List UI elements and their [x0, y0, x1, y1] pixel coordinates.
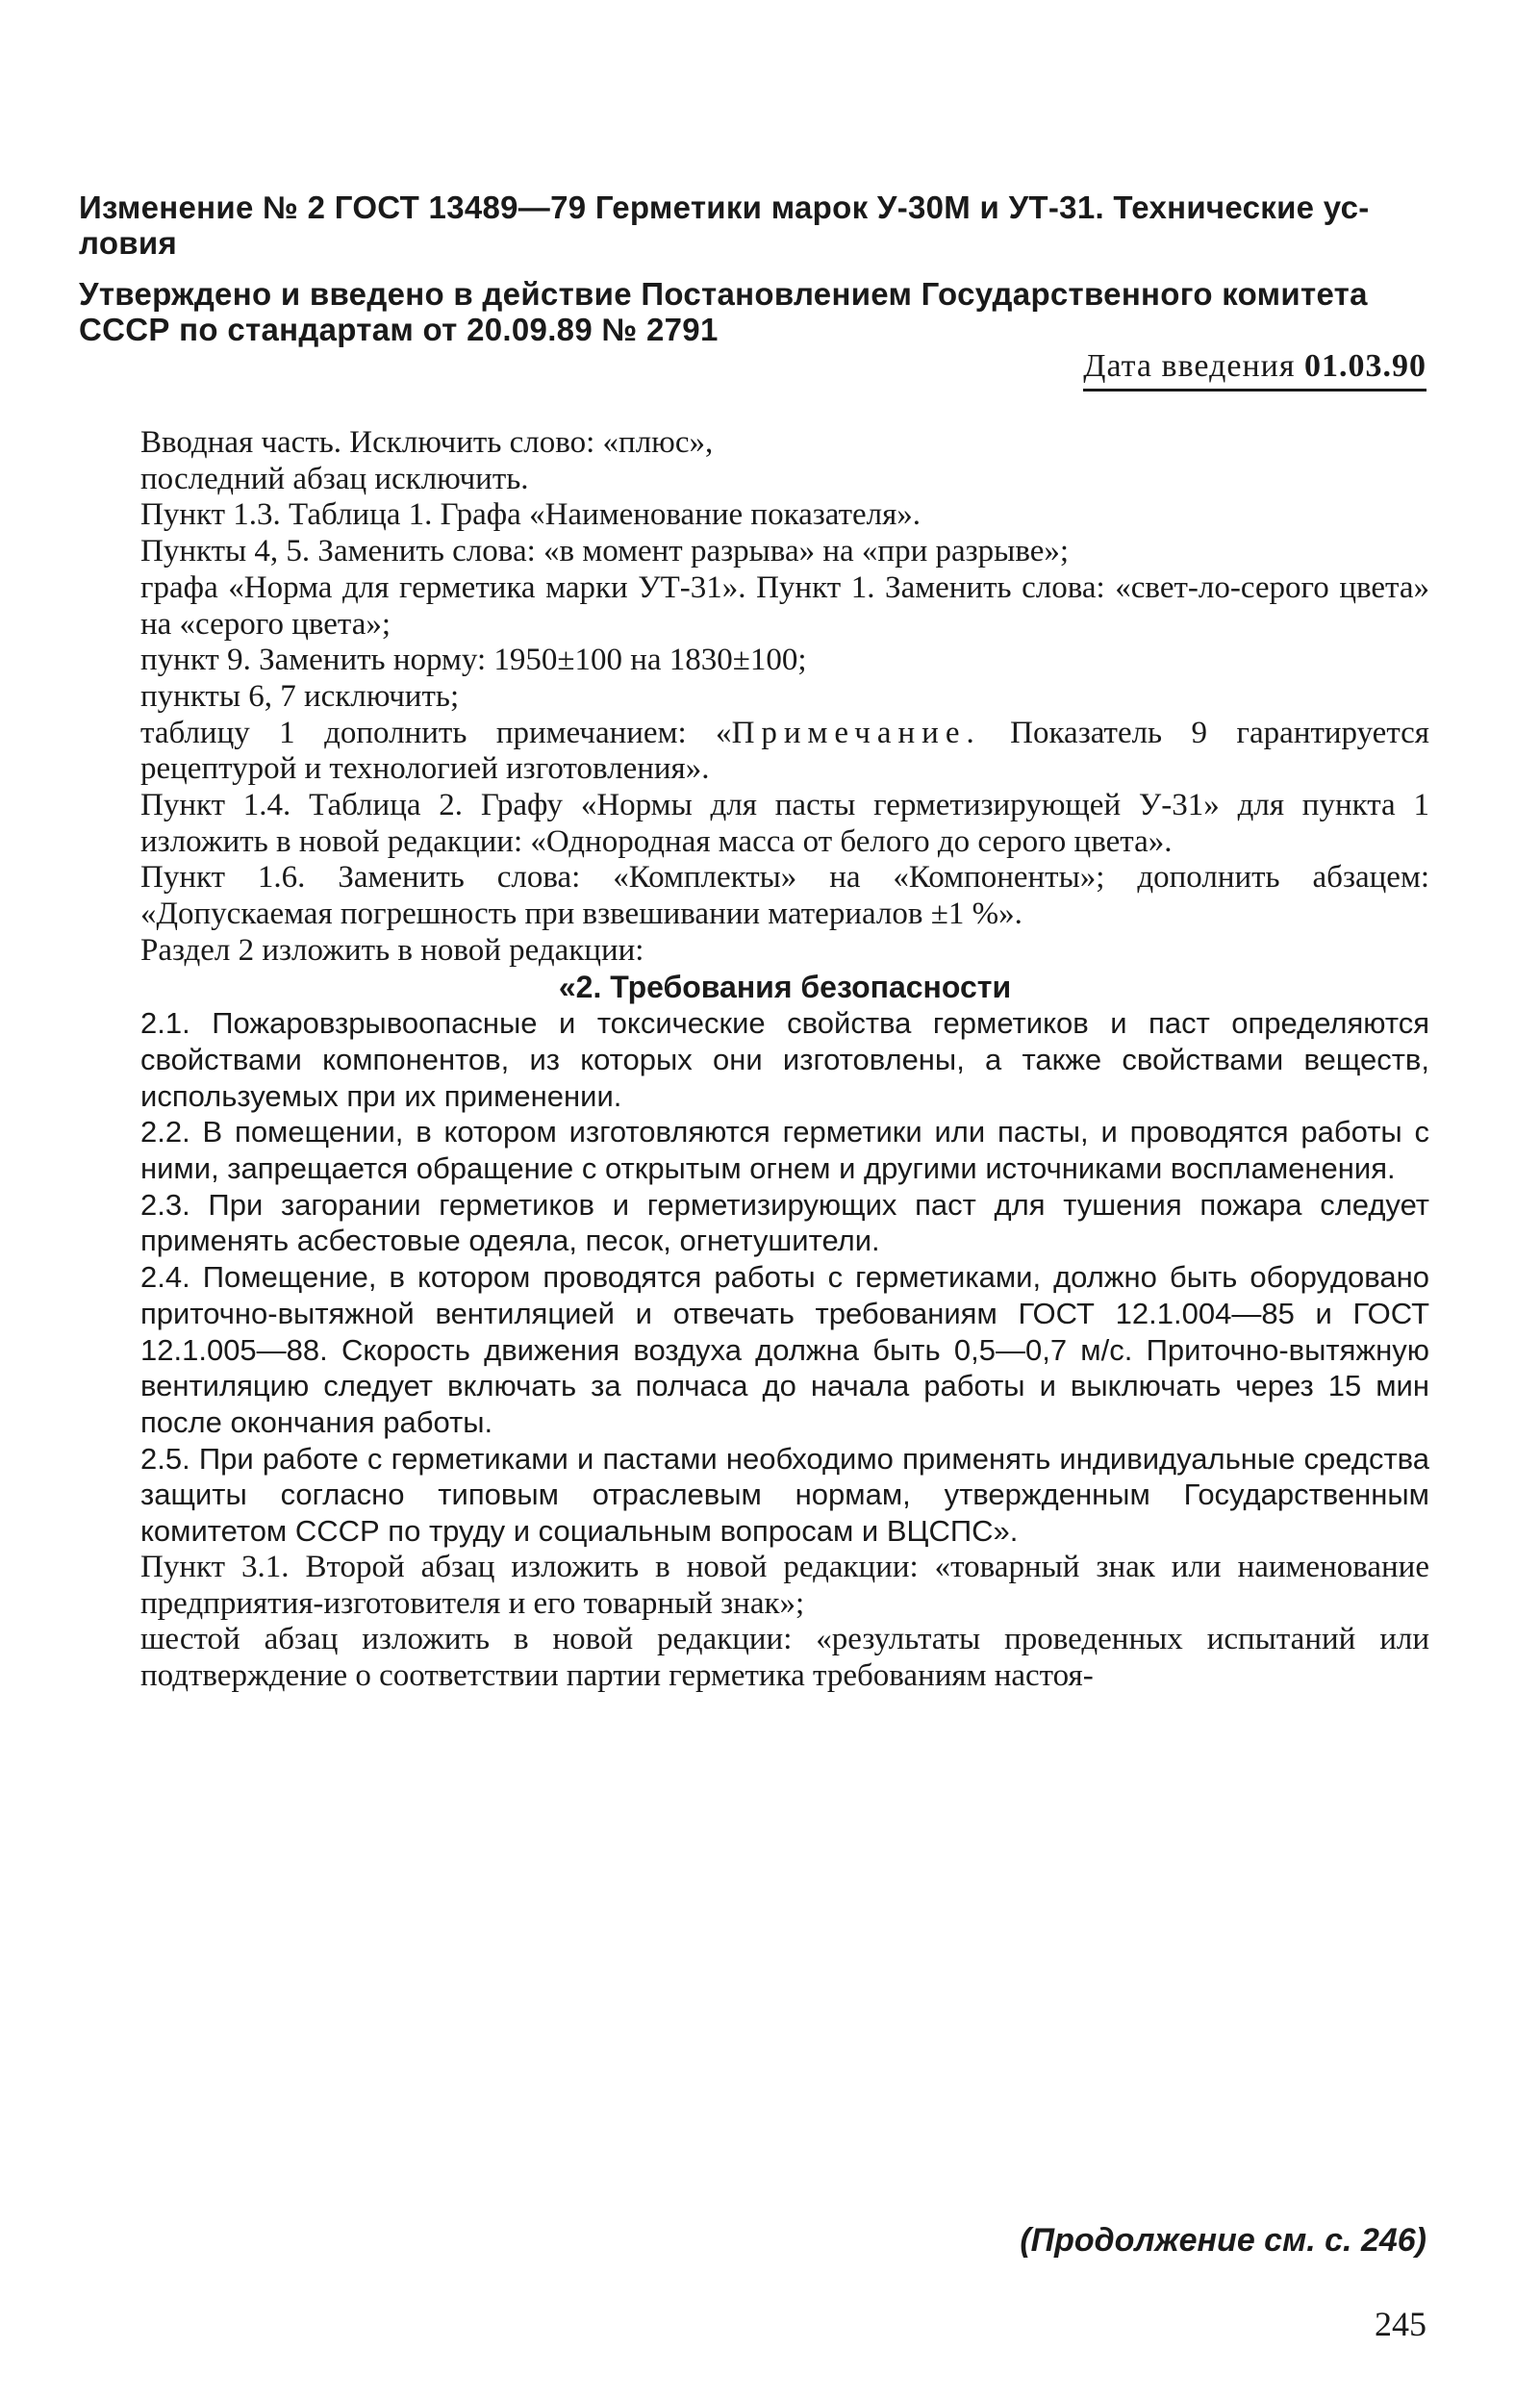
document-body [140, 425, 1429, 1695]
paragraph: Раздел 2 изложить в новой редакции: [140, 932, 644, 968]
clause-2-1: 2.1. Пожаровзрывоопасные и токсические свойства герметиков и паст определяются свойствами компонентов, из которых они изготовлены, а также свойствами веществ, используемых при их применении. [140, 1006, 1429, 1113]
paragraph: графа «Норма для герметика марки УТ-31». Пункт 1. Заменить слова: «свет-ло-серого цвета» на «серого цвета»; [140, 569, 1429, 642]
clause-2-5: 2.5. При работе с герметиками и пастами необходимо применять индивидуальные средства защиты согласно типовым отраслевым нормам, утвержденным Государственным комитетом СССР по труду и социальным вопросам и ВЦСПС». [140, 1441, 1429, 1549]
clause-2-3: 2.3. При загорании герметиков и герметизирующих паст для тушения пожара следует применять асбестовые одеяла, песок, огнетушители. [140, 1187, 1429, 1258]
paragraph: Пункт 3.1. Второй абзац изложить в новой редакции: «товарный знак или наименование предприятия-изготовителя и его товарный знак»; [140, 1549, 1429, 1621]
effective-date-value: 01.03.90 [1304, 348, 1426, 384]
paragraph: последний абзац исключить. [140, 461, 529, 496]
page-number: 245 [1375, 2305, 1426, 2343]
title-line-2: ловия [79, 225, 178, 261]
effective-date-label: Дата введения [1083, 348, 1296, 384]
approval-line-1: Утверждено и введено в действие Постановлением Государственного комитета [79, 276, 1368, 312]
paragraph: Пункт 1.3. Таблица 1. Графа «Наименование показателя». [140, 497, 921, 533]
paragraph: пункт 9. Заменить норму: 1950±100 на 1830±100; [140, 643, 807, 678]
paragraph: шестой абзац изложить в новой редакции: «результаты проведенных испытаний или подтверждение о соответствии партии герметика требованиям настоя- [140, 1622, 1429, 1693]
paragraph: Вводная часть. Исключить слово: «плюс», [140, 425, 714, 460]
section-2-content [140, 1005, 1429, 1550]
title-line-1: Изменение № 2 ГОСТ 13489—79 Герметики марок У-30М и УТ-31. Технические ус- [79, 189, 1370, 225]
continuation-note: (Продолжение см. с. 246) [1020, 2222, 1426, 2259]
clause-2-2: 2.2. В помещении, в котором изготовляются герметики или пасты, и проводятся работы с ними, запрещается обращение с открытым огнем и другими источниками воспламенения. [140, 1115, 1429, 1186]
paragraph: Пункт 1.6. Заменить слова: «Комплекты» на «Компоненты»; дополнить абзацем: «Допускаемая погрешность при взвешивании материалов ±1 %». [140, 860, 1429, 932]
clause-2-4: 2.4. Помещение, в котором проводятся работы с герметиками, должно быть оборудовано приточно-вытяжной вентиляцией и отвечать требованиям ГОСТ 12.1.004—85 и ГОСТ 12.1.005—88. Скорость движения воздуха должна быть 0,5—0,7 м/с. Приточно-вытяжную вентиляцию следует включать за полчаса до начала работы и выключать через 15 мин после окончания работы. [140, 1260, 1429, 1439]
section-heading: «2. Требования безопасности [558, 969, 1012, 1004]
paragraph: Пункты 4, 5. Заменить слова: «в момент разрыва» на «при разрыве»; [140, 534, 1070, 569]
note-label: Примечание. [731, 715, 981, 750]
document-title [79, 189, 1426, 261]
paragraph: пункты 6, 7 исключить; [140, 678, 460, 714]
note-text-end: Показатель 9 гарантируется рецептурой и технологией изготовления». [140, 715, 1429, 787]
effective-date [1083, 348, 1426, 392]
approval-line-2: СССР по стандартам от 20.09.89 № 2791 [79, 312, 719, 347]
note-text-start: таблицу 1 дополнить примечанием: « [140, 715, 732, 750]
paragraph: Пункт 1.4. Таблица 2. Графу «Нормы для пасты герметизирующей У-31» для пункта 1 изложить в новой редакции: «Однородная масса от белого до серого цвета». [140, 788, 1429, 859]
approval-statement [79, 276, 1426, 347]
paragraph-note [140, 716, 1429, 788]
